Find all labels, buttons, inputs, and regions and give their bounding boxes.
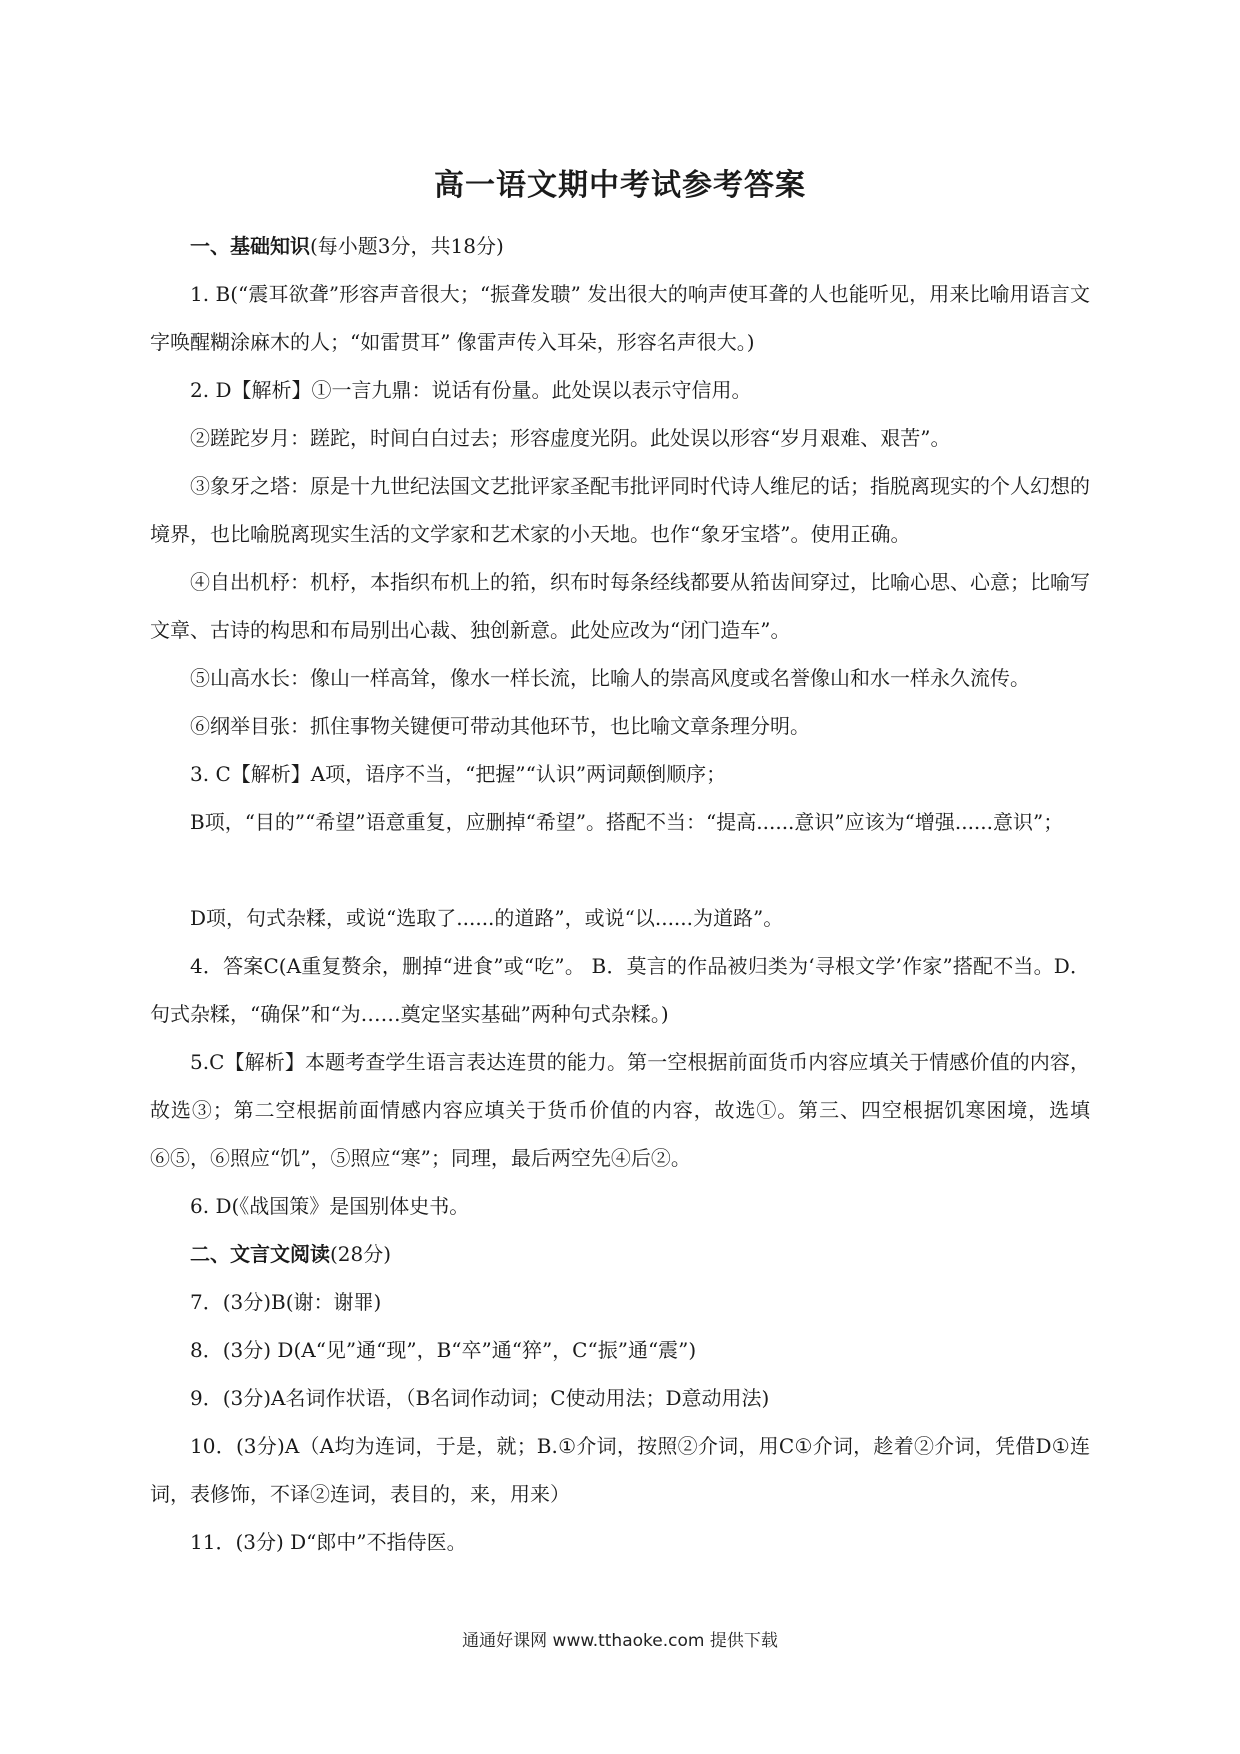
page-title: 高一语文期中考试参考答案: [434, 168, 806, 203]
answer-paragraph: ⑤山高水长：像山一样高耸，像水一样长流，比喻人的崇高风度或名誉像山和水一样永久流传。: [190, 666, 1030, 690]
answer-paragraph: 11．(3分) D“郎中”不指侍医。: [190, 1530, 467, 1554]
blank-gap: [150, 846, 1090, 894]
answer-paragraph: 4．答案C(A重复赘余，删掉“进食”或“吃”。 B．莫言的作品被归类为‘寻根文学’作家”搭配不当。D．句式杂糅，“确保”和“为……奠定坚实基础”两种句式杂糅。): [150, 954, 1090, 1026]
section-note: (28分): [330, 1242, 392, 1266]
section-heading-1: [150, 222, 1090, 270]
answer-paragraph: ③象牙之塔：原是十九世纪法国文艺批评家圣配韦批评同时代诗人维尼的话；指脱离现实的个人幻想的境界，也比喻脱离现实生活的文学家和艺术家的小天地。也作“象牙宝塔”。使用正确。: [150, 474, 1090, 546]
answer-body: [150, 222, 1090, 1566]
answer-paragraph: ④自出机杼：机杼，本指织布机上的筘，织布时每条经线都要从筘齿间穿过，比喻心思、心意；比喻写文章、古诗的构思和布局别出心裁、独创新意。此处应改为“闭门造车”。: [150, 570, 1090, 642]
answer-paragraph: ②蹉跎岁月：蹉跎，时间白白过去；形容虚度光阴。此处误以形容“岁月艰难、艰苦”。: [190, 426, 951, 450]
section-heading-2: [150, 1230, 1090, 1278]
section-label: 二、文言文阅读: [190, 1242, 330, 1266]
answer-paragraph: 1. B(“震耳欲聋”形容声音很大；“振聋发聩” 发出很大的响声使耳聋的人也能听见，用来比喻用语言文字唤醒糊涂麻木的人；“如雷贯耳” 像雷声传入耳朵，形容名声很大。): [150, 282, 1090, 354]
answer-paragraph: 6. D(《战国策》是国别体史书。: [190, 1194, 470, 1218]
answer-paragraph: 7．(3分)B(谢：谢罪): [190, 1290, 382, 1314]
answer-paragraph: 9．(3分)A名词作状语，（B名词作动词；C使动用法；D意动用法): [190, 1386, 770, 1410]
answer-paragraph: 2. D【解析】①一言九鼎：说话有份量。此处误以表示守信用。: [190, 378, 752, 402]
section-note: (每小题3分，共18分): [310, 234, 504, 258]
section-label: 一、基础知识: [190, 234, 310, 258]
answer-paragraph: D项，句式杂糅，或说“选取了......的道路”，或说“以......为道路”。: [190, 906, 784, 930]
download-footer: 通通好课网 www.tthaoke.com 提供下载: [462, 1631, 778, 1651]
answer-paragraph: 3. C【解析】A项，语序不当，“把握”“认识”两词颠倒顺序；: [190, 762, 727, 786]
answer-paragraph: ⑥纲举目张：抓住事物关键便可带动其他环节，也比喻文章条理分明。: [190, 714, 810, 738]
answer-paragraph: 10．(3分)A（A均为连词，于是，就；B.①介词，按照②介词，用C①介词，趁着②介词，凭借D①连词，表修饰，不译②连词，表目的，来，用来）: [150, 1434, 1090, 1506]
answer-paragraph: 8．(3分) D(A“见”通“现”，B“卒”通“猝”，C“振”通“震”): [190, 1338, 697, 1362]
answer-paragraph: B项，“目的”“希望”语意重复，应删掉“希望”。搭配不当：“提高......意识”应该为“增强......意识”；: [190, 810, 1064, 834]
answer-paragraph: 5.C【解析】本题考查学生语言表达连贯的能力。第一空根据前面货币内容应填关于情感价值的内容，故选③；第二空根据前面情感内容应填关于货币价值的内容，故选①。第三、四空根据饥寒困境，选填⑥⑤，⑥照应“饥”，⑤照应“寒”；同理，最后两空先④后②。: [150, 1050, 1090, 1170]
